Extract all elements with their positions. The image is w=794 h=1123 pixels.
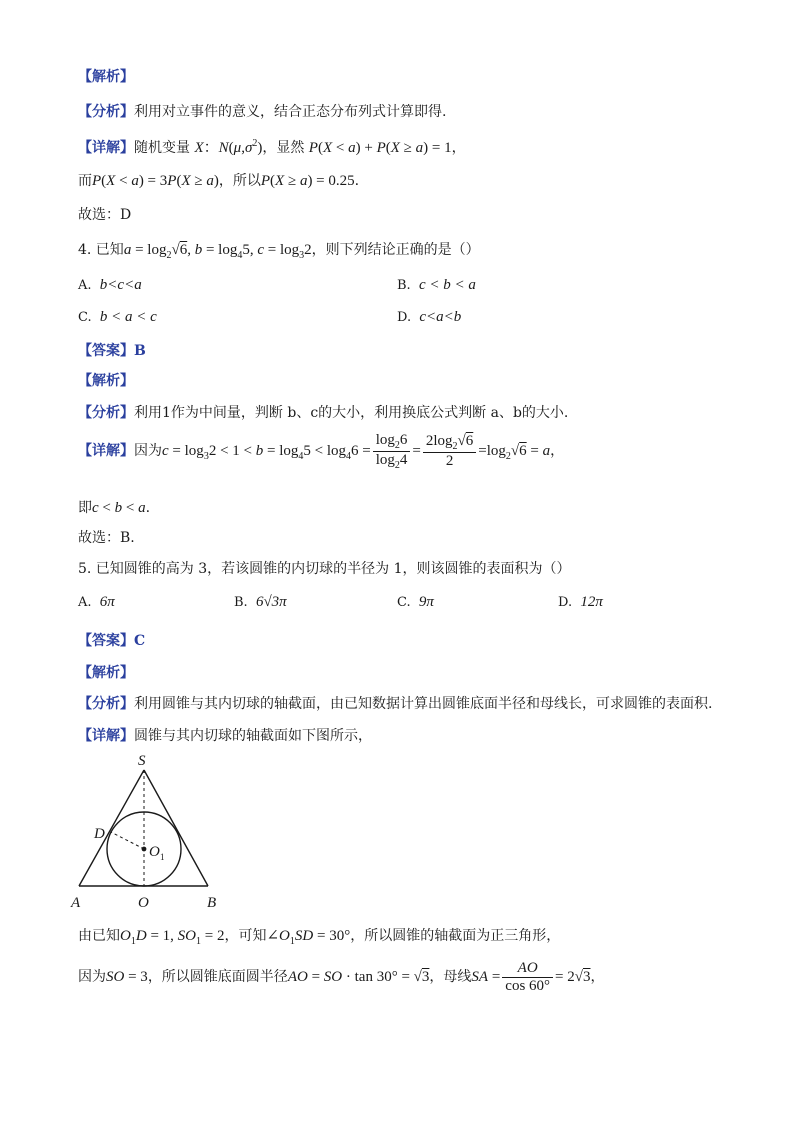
q3-ratio-formula: P(X < a) = 3P(X ≥ a) — [92, 173, 219, 189]
analysis-tag: 【分析】 — [78, 696, 134, 712]
q5-last-line: 因为SO = 3，所以圆锥底面圆半径AO = SO · tan 30° = √3，母线SA = $\frac{AO}{\cos 60^\circ}$ = 2√3， — [78, 960, 605, 994]
q3-probability-sum-formula: P(X < a) + P(X ≥ a) = 1 — [308, 140, 452, 156]
q4-option-d[interactable]: D. c<a<b — [397, 309, 462, 325]
q3-analysis: 【分析】利用对立事件的意义，结合正态分布列式计算即得. — [78, 104, 447, 120]
analysis-tag: 【分析】 — [78, 405, 134, 421]
answer-tag: 【答案】B — [78, 343, 146, 359]
label-s: S — [138, 753, 146, 769]
center-point-o1 — [142, 847, 147, 852]
q4-option-b[interactable]: B. c < b < a — [397, 277, 476, 293]
q5-radius-formula: AO = SO · tan 30° = √3 — [287, 968, 430, 985]
cone-cross-section-figure — [70, 752, 230, 912]
label-d: D — [94, 826, 105, 842]
q5-option-b[interactable]: B. 6√3π — [234, 594, 287, 610]
jiexi-tag: 【解析】 — [78, 69, 134, 85]
q4-detail-line1: 【详解】因为$c = \log_32 < 1 < b = \log_45 < \log_46$ = $\frac{\log_26}{\log_24}$ = $\frac{2\log_2√6}{2}$ $=\log_2√6 = a$， — [78, 432, 565, 471]
q4-stem: 4. 已知$a = \log_2√6$, $b = \log_45$, $c = \log_32$，则下列结论正确的是（） — [78, 242, 480, 261]
detail-tag: 【详解】 — [78, 442, 134, 459]
q5-angle-formula: $\angle O_1SD = 30^\circ$ — [266, 928, 351, 947]
label-o: O — [138, 895, 149, 911]
q3-detail-line2: 而P(X < a) = 3P(X ≥ a)，所以P(X ≥ a) = 0.25. — [78, 173, 360, 189]
q5-detail: 【详解】圆锥与其内切球的轴截面如下图所示， — [78, 728, 372, 744]
label-o1-sub: 1 — [160, 852, 165, 862]
detail-tag: 【详解】 — [78, 728, 134, 744]
q4-definitions-formula: $a = \log_2√6$, $b = \log_45$, $c = \log_32$ — [123, 242, 312, 261]
q4-choice: 故选：B. — [78, 530, 135, 546]
q5-slant-formula: SA = $\frac{AO}{\cos 60^\circ}$ = 2√3 — [471, 960, 591, 994]
label-b: B — [207, 895, 217, 911]
q5-option-a[interactable]: A. 6π — [78, 594, 115, 610]
q5-option-c[interactable]: C. 9π — [397, 594, 434, 610]
q5-stem: 5. 已知圆锥的高为 3，若该圆锥的内切球的半径为 1，则该圆锥的表面积为（） — [78, 561, 571, 577]
q4-chain-formula: $c = \log_32 < 1 < b = \log_45 < \log_46$ = $\frac{\log_26}{\log_24}$ = $\frac{2\log_2√6}{2}$ $=\log_2√6 = a$ — [162, 432, 551, 471]
q4-conclusion-formula: c < b < a — [92, 500, 146, 516]
q5-known-line: 由已知$O_1D = 1$, $SO_1 = 2$，可知$\angle O_1SD = 30^\circ$，所以圆锥的轴截面为正三角形， — [78, 928, 561, 947]
analysis-tag: 【分析】 — [78, 104, 134, 120]
jiexi-tag: 【解析】 — [78, 373, 134, 389]
q3-distribution-formula: X：$N(\mu,\sigma^2)$ — [194, 138, 263, 156]
q5-known-formula: $O_1D = 1$, $SO_1 = 2$ — [120, 928, 225, 947]
radius-line-o1d — [111, 832, 144, 849]
label-o1: O — [149, 844, 160, 860]
q5-option-d[interactable]: D. 12π — [558, 594, 603, 610]
label-a: A — [71, 895, 81, 911]
q5-analysis: 【分析】利用圆锥与其内切球的轴截面，由已知数据计算出圆锥底面半径和母线长，可求圆锥的表面积. — [78, 696, 713, 712]
q3-result-formula: P(X ≥ a) = 0.25 — [260, 173, 355, 189]
q4-option-c[interactable]: C. b < a < c — [78, 309, 157, 325]
jiexi-tag: 【解析】 — [78, 665, 134, 681]
q3-detail-line1: 【详解】随机变量 X：$N(\mu,\sigma^2)$，显然 P(X < a) + P(X ≥ a) = 1， — [78, 138, 466, 156]
answer-tag: 【答案】C — [78, 633, 146, 649]
q4-analysis: 【分析】利用1作为中间量，判断 b、c的大小，利用换底公式判断 a、b的大小. — [78, 405, 569, 421]
q5-height-formula: SO = 3 — [106, 968, 148, 985]
detail-tag: 【详解】 — [78, 140, 134, 156]
q4-detail-line2: 即c < b < a. — [78, 500, 151, 516]
q3-choice: 故选：D — [78, 207, 132, 223]
q4-option-a[interactable]: A. b<c<a — [78, 277, 142, 293]
